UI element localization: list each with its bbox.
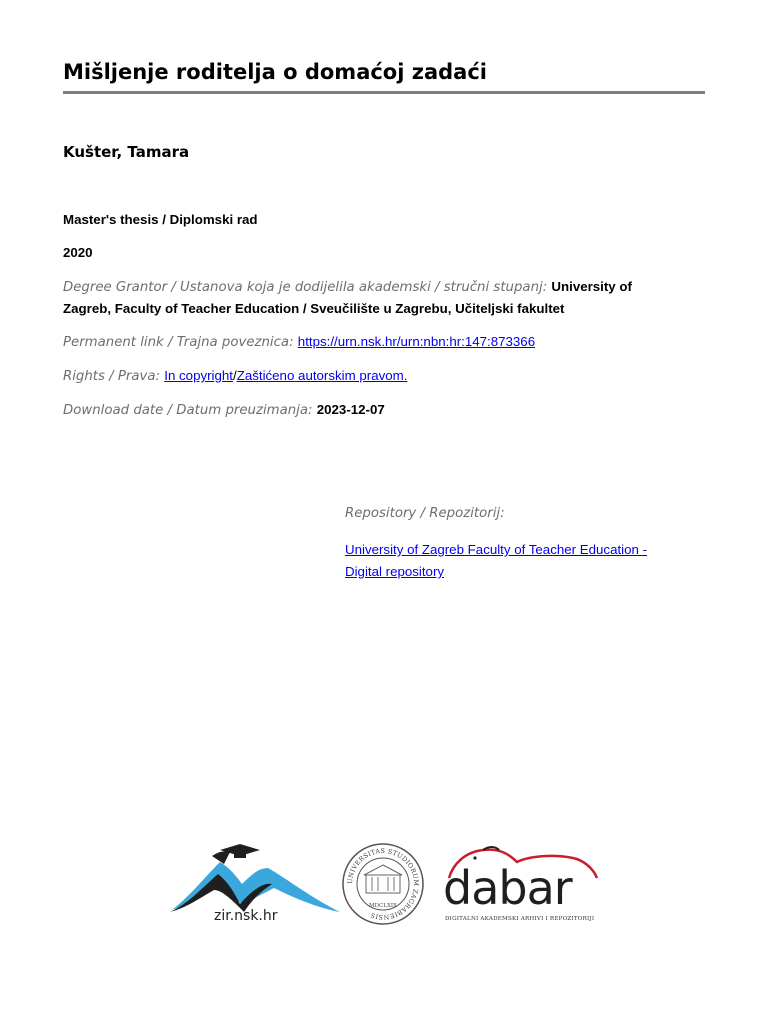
dabar-logo[interactable]: [443, 844, 603, 928]
repository-label: Repository / Repozitorij:: [345, 506, 505, 521]
dabar-text: dabar: [443, 861, 572, 915]
zir-text: zir.nsk.hr: [214, 908, 278, 924]
thesis-type: Master's thesis / Diplomski rad: [63, 212, 258, 227]
permanent-link[interactable]: https://urn.nsk.hr/urn:nbn:hr:147:873366: [297, 334, 536, 349]
download-row: [63, 399, 703, 421]
svg-text:MDCLXIX: MDCLXIX: [369, 903, 397, 909]
repository-link-block: [345, 539, 685, 583]
grantor-label: Degree Grantor / Ustanova koja je dodijelila akademski / stručni stupanj:: [63, 280, 548, 295]
thesis-year: 2020: [63, 245, 93, 260]
permanent-link-label: Permanent link / Trajna poveznica:: [63, 335, 294, 350]
grantor-value-2: Zagreb, Faculty of Teacher Education / Sveučilište u Zagrebu, Učiteljski fakultet: [63, 301, 565, 316]
in-copyright-link[interactable]: In copyright: [164, 368, 233, 383]
copyright-hr-link[interactable]: Zaštićeno autorskim pravom.: [236, 368, 408, 383]
document-title: Mišljenje roditelja o domaćoj zadaći: [63, 60, 487, 84]
rights-row: [63, 365, 703, 387]
grantor-value-1: University of: [551, 279, 632, 294]
permanent-link-row: [63, 331, 703, 353]
download-label: Download date / Datum preuzimanja:: [63, 403, 313, 418]
university-seal: [342, 843, 424, 925]
rights-label: Rights / Prava:: [63, 369, 161, 384]
repository-link[interactable]: University of Zagreb Faculty of Teacher Education - Digital repository: [345, 542, 648, 579]
dabar-subtitle: DIGITALNI AKADEMSKI ARHIVI I REPOZITORIJI: [445, 916, 595, 922]
title-divider: [63, 91, 705, 94]
author-name: Kušter, Tamara: [63, 143, 190, 161]
svg-text:UNIVERSITAS STUDIORUM ZAGRABIE: UNIVERSITAS STUDIORUM ZAGRABIENSIS: [345, 846, 421, 922]
grantor-row: [63, 276, 703, 320]
rights-separator: /: [233, 368, 237, 383]
zir-logo[interactable]: [168, 838, 344, 930]
university-seal-icon: [342, 843, 424, 925]
download-date: 2023-12-07: [316, 402, 385, 417]
